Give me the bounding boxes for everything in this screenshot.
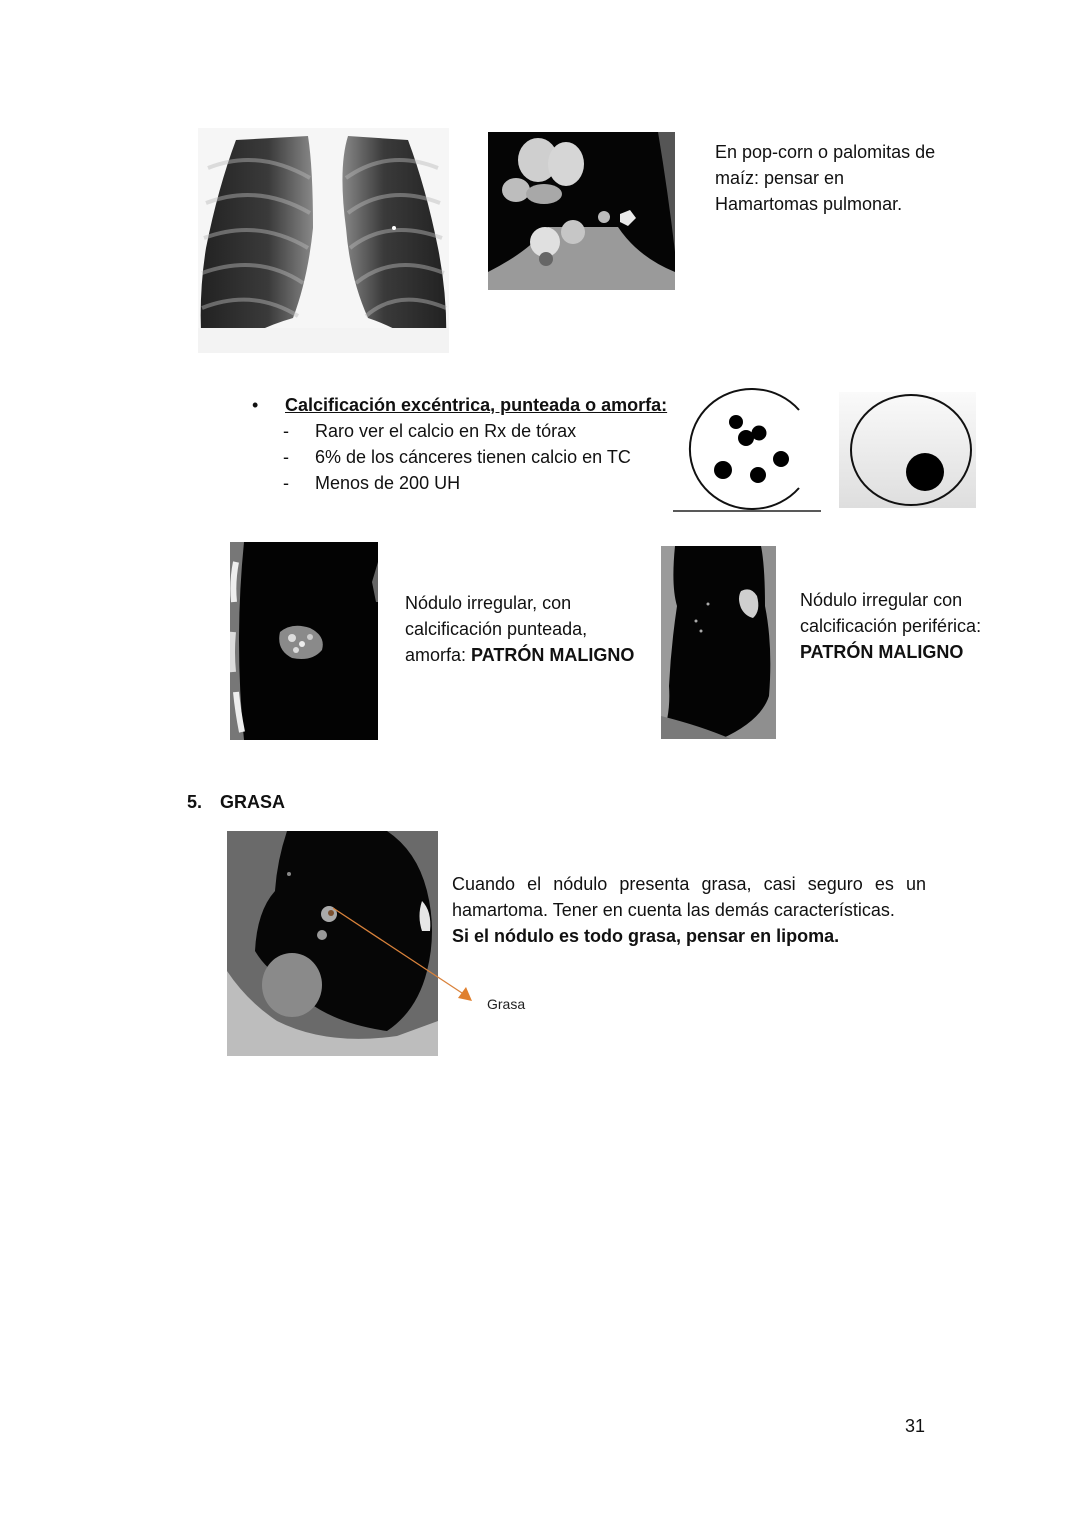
popcorn-caption-line: Hamartomas pulmonar. — [715, 194, 903, 214]
caption-line: calcificación punteada, — [405, 619, 588, 639]
fat-paragraph — [452, 871, 926, 949]
ct-punctate-nodule-image — [230, 542, 378, 740]
caption-text: amorfa: — [405, 645, 472, 665]
bullet-icon: • — [252, 395, 259, 415]
dash-marker: - — [283, 421, 289, 441]
dash-marker: - — [283, 447, 289, 467]
ct-peripheral-nodule-image — [661, 546, 776, 739]
list-item: Raro ver el calcio en Rx de tórax — [315, 421, 577, 441]
eccentric-calcification-diagram — [839, 392, 976, 508]
popcorn-caption-line: En pop-corn o palomitas de — [715, 142, 936, 162]
annotation-label-grasa: Grasa — [487, 996, 526, 1012]
malignant-pattern-label: PATRÓN MALIGNO — [800, 642, 964, 662]
lipoma-note: Si el nódulo es todo grasa, pensar en lipoma. — [452, 926, 840, 946]
caption-line: Nódulo irregular con — [800, 590, 963, 610]
section-number: 5. — [187, 792, 203, 812]
eccentric-heading: Calcificación excéntrica, punteada o amorfa: — [285, 395, 668, 415]
section-title: GRASA — [220, 792, 286, 812]
chest-xray-image — [198, 128, 449, 353]
dash-marker: - — [283, 473, 289, 493]
caption-line — [405, 642, 655, 668]
punctate-calcification-diagram — [673, 388, 823, 514]
ct-scan-popcorn-image — [488, 132, 675, 290]
caption-line: Nódulo irregular, con — [405, 593, 572, 613]
popcorn-caption-line: maíz: pensar en — [715, 168, 845, 188]
page-number: 31 — [905, 1416, 926, 1436]
peripheral-nodule-caption — [800, 587, 1010, 665]
malignant-pattern-label: PATRÓN MALIGNO — [471, 645, 635, 665]
punctate-nodule-caption — [405, 590, 655, 668]
paragraph-line: Cuando el nódulo presenta grasa, casi seguro es un — [452, 874, 926, 894]
list-item: 6% de los cánceres tienen calcio en TC — [315, 447, 631, 467]
caption-line: calcificación periférica: — [800, 616, 982, 636]
list-item: Menos de 200 UH — [315, 473, 461, 493]
paragraph-line: hamartoma. Tener en cuenta las demás características. — [452, 900, 895, 920]
popcorn-caption — [715, 139, 975, 217]
